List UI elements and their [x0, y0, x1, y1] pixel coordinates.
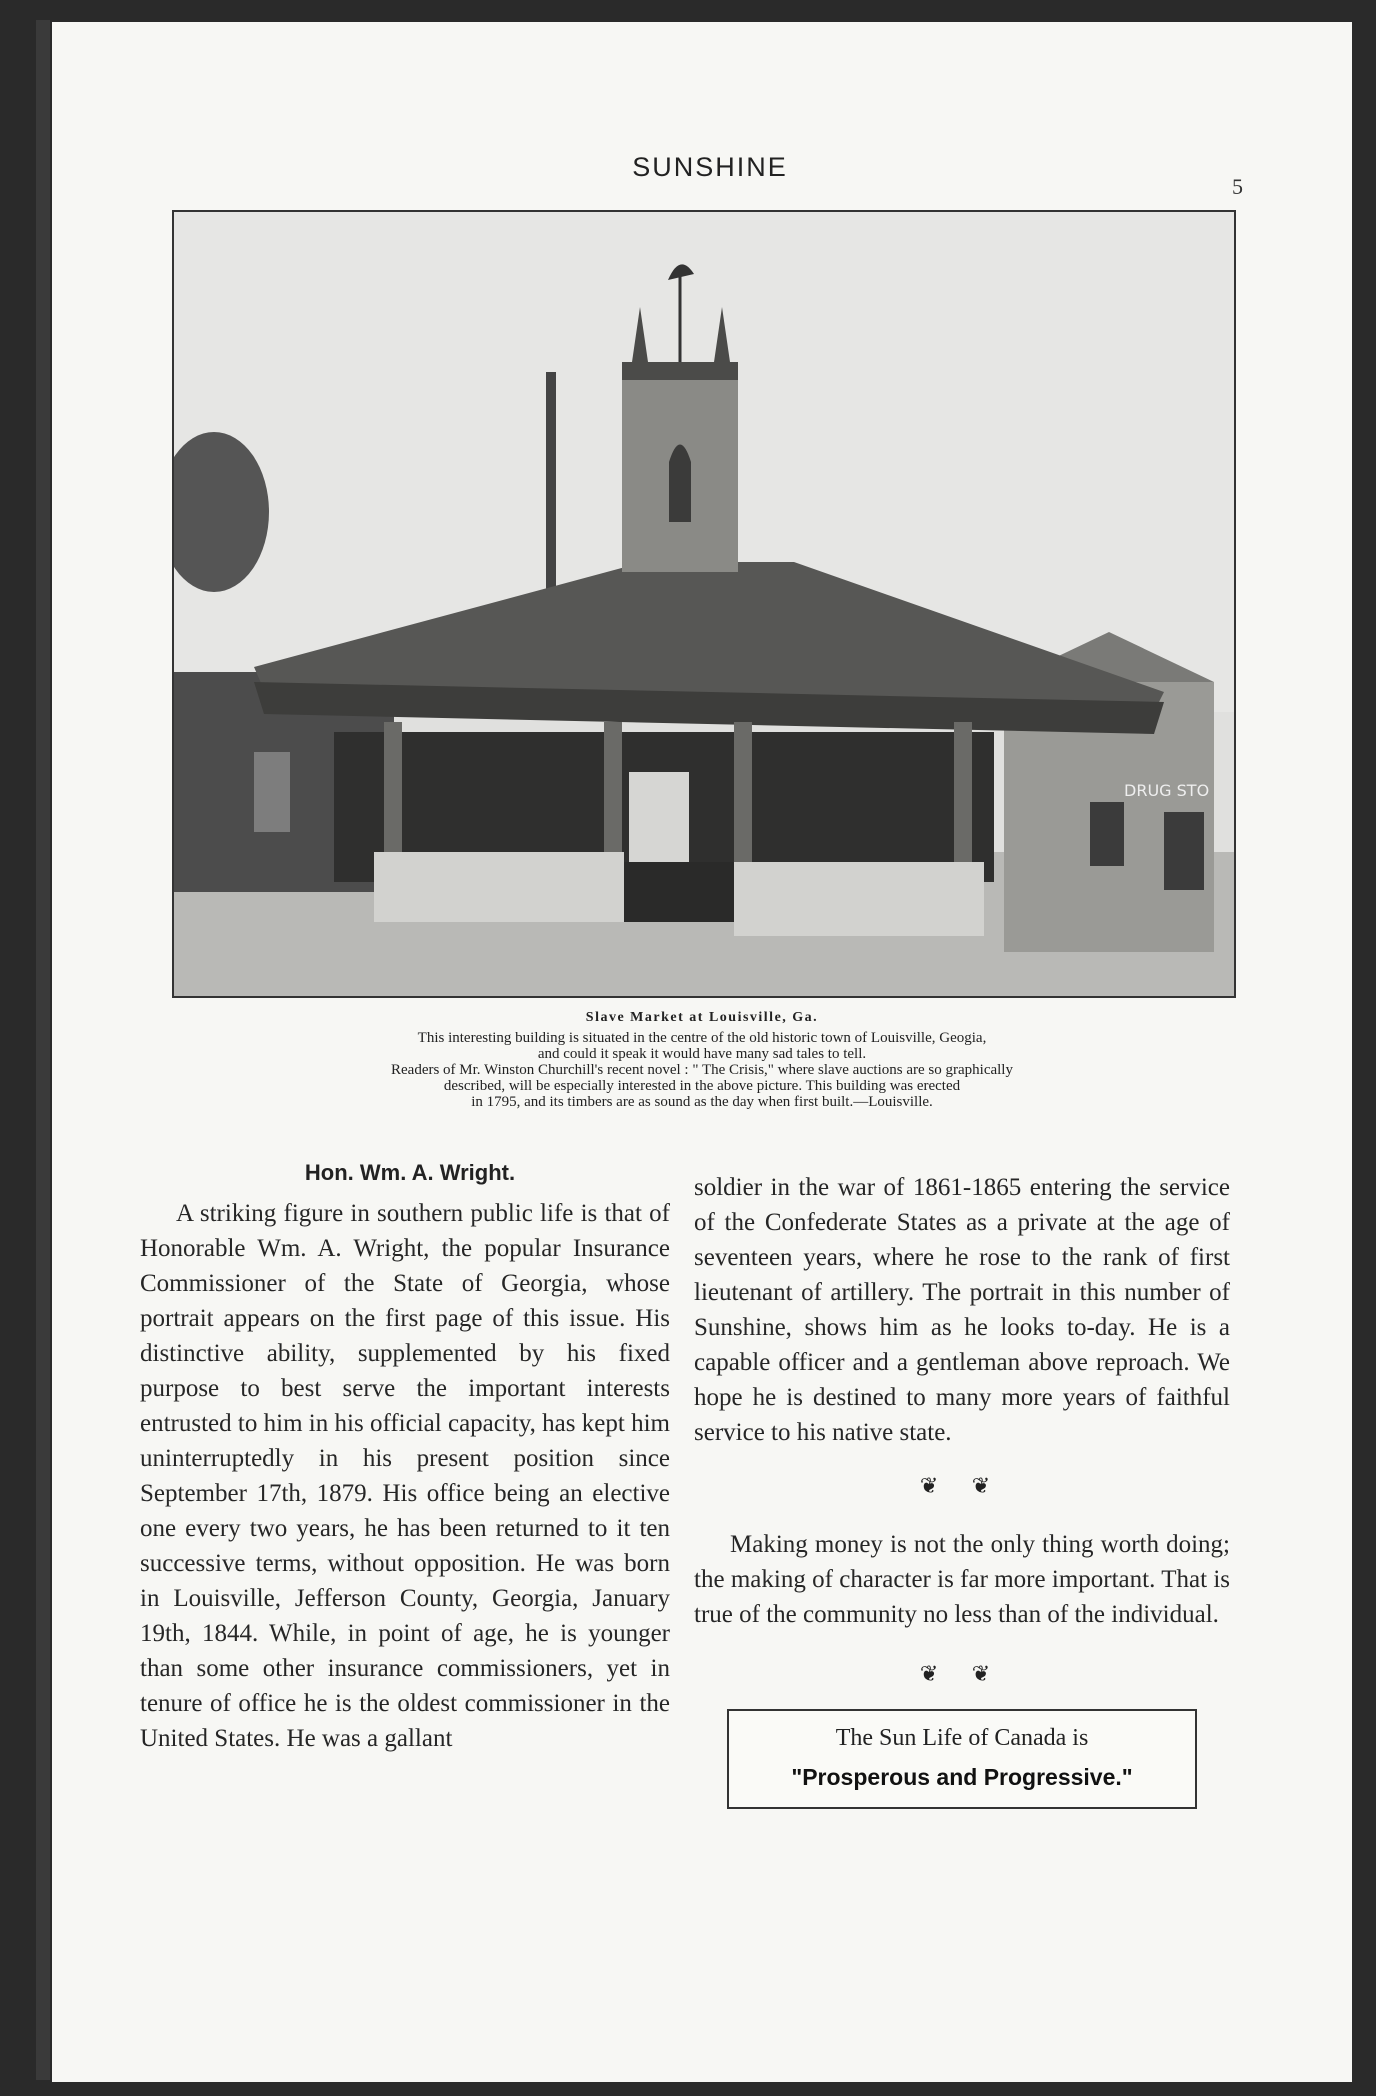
- fleuron-ornament: ❦ ❦: [919, 1473, 1005, 1498]
- photo-caption-body: [172, 1030, 1232, 1110]
- running-header-title: SUNSHINE: [632, 152, 788, 182]
- caption-line: described, will be especially interested in the above picture. This building was erected: [443, 1078, 961, 1094]
- fleuron-ornament: ❦ ❦: [919, 1661, 1005, 1686]
- photo-illustration: [174, 212, 1234, 996]
- page-number: 5: [1232, 174, 1243, 199]
- caption-line: Readers of Mr. Winston Churchill's recent novel : " The Crisis," where slave auctions are so graphically: [391, 1062, 1013, 1078]
- article-paragraph-continued: soldier in the war of 1861-1865 entering the service of the Confederate States as a private at the age of seventeen years, where he rose to the rank of first lieutenant of artillery. The portrait in this number of Sunshine, shows him as he looks to-day. He is a capable officer and a gentleman above reproach. We hope he is destined to many more years of faithful service to his native state.: [694, 1174, 1230, 1446]
- article-column-right: [694, 1170, 1230, 1809]
- binding-edge: [36, 20, 50, 2080]
- article-heading: Hon. Wm. A. Wright.: [304, 1160, 516, 1185]
- photo-sign-text: DRUG STO: [1124, 781, 1210, 800]
- ad-line-1: The Sun Life of Canada is: [835, 1725, 1089, 1751]
- caption-line: and could it speak it would have many sad tales to tell.: [537, 1046, 867, 1062]
- caption-line: in 1795, and its timbers are as sound as the day when first built.—Louisville.: [471, 1094, 933, 1110]
- article-paragraph: A striking figure in southern public life is that of Honorable Wm. A. Wright, the popular Insurance Commissioner of the State of Georgia, whose portrait appears on the first page of this issue. His distinctive ability, supplemented by his fixed purpose to best serve the important interests entrusted to him in his official capacity, has kept him uninterruptedly in his present position since September 17th, 1879. His office being an elective one every two years, he has been returned to it ten successive terms, without opposition. He was born in Louisville, Jefferson County, Georgia, January 19th, 1844. While, in point of age, he is younger than some other insurance commissioners, yet in tenure of office he is the oldest commissioner in the United States. He was a gallant: [140, 1200, 670, 1752]
- advertisement-box: [727, 1709, 1197, 1809]
- photo-caption-title: Slave Market at Louisville, Ga.: [585, 1010, 819, 1025]
- article-column-left: [140, 1196, 670, 1756]
- ad-line-2: "Prosperous and Progressive.": [791, 1764, 1133, 1790]
- maxim-paragraph: Making money is not the only thing worth doing; the making of character is far more important. That is true of the community no less than of the individual.: [694, 1531, 1230, 1628]
- photograph-slave-market: [172, 210, 1236, 998]
- caption-line: This interesting building is situated in the centre of the old historic town of Louisville, Geogia,: [417, 1030, 987, 1046]
